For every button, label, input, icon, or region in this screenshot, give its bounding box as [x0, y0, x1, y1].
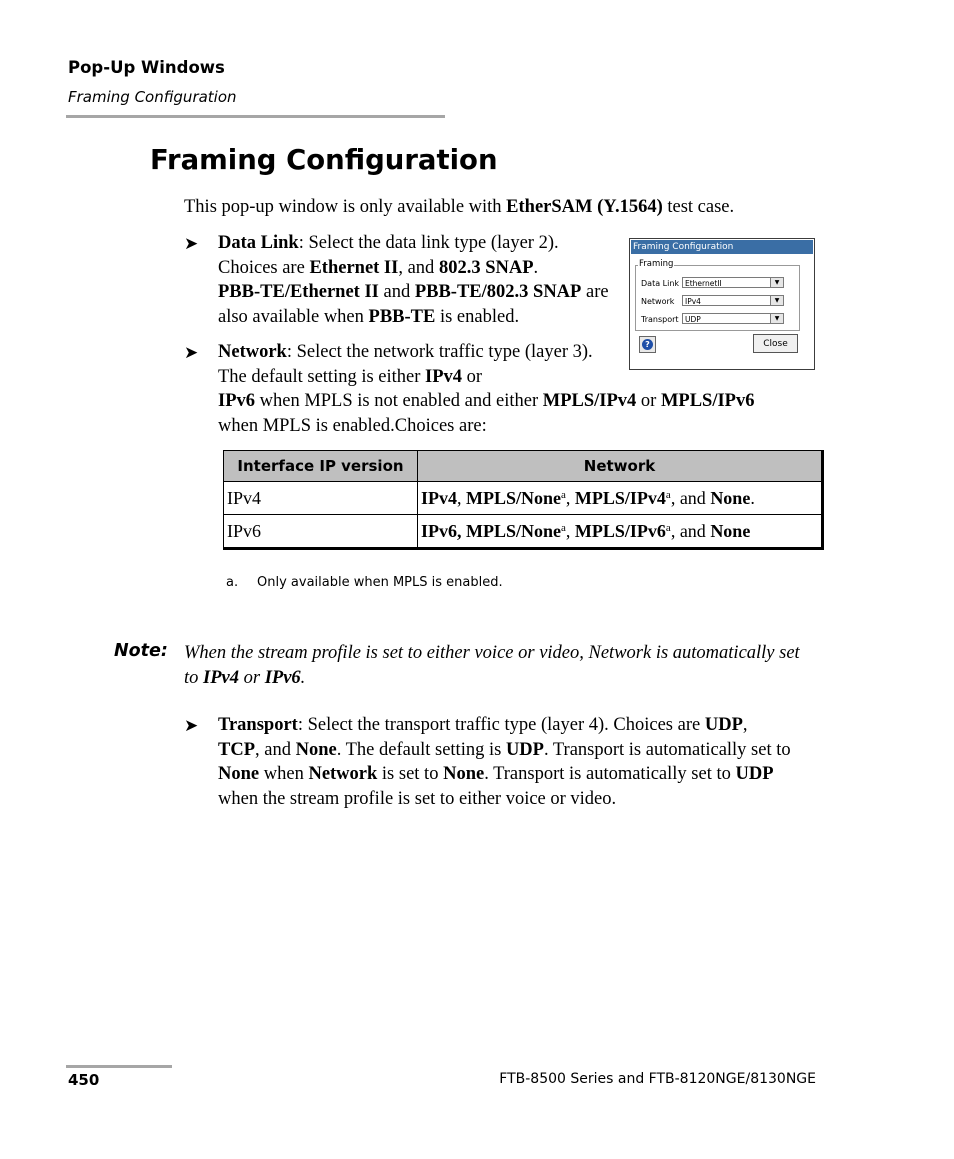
term: PBB-TE: [368, 306, 436, 327]
term: TCP: [218, 739, 255, 760]
term: 802.3 SNAP: [438, 257, 534, 278]
chevron-down-icon[interactable]: ▼: [770, 278, 783, 287]
framing-configuration-dialog: [629, 238, 815, 370]
table-row: [224, 515, 823, 549]
data-link-value: EthernetII: [685, 279, 722, 288]
text: When the stream profile is set to either voice or video, Network is automatically set to: [184, 643, 800, 688]
column-header: Network: [418, 451, 823, 482]
term: MPLS/None: [466, 487, 562, 508]
term: IPv6: [218, 391, 255, 411]
data-link-select[interactable]: [682, 277, 784, 288]
text: , and: [255, 739, 296, 760]
text: . Transport is automatically set to: [543, 739, 791, 760]
bullet-arrow-icon: ➤: [184, 343, 199, 362]
help-button[interactable]: [639, 336, 656, 353]
intro-test-case: EtherSAM (Y.1564): [506, 197, 663, 217]
text: is set to: [377, 764, 444, 784]
network-value: IPv4: [685, 297, 701, 306]
network-term: Network: [218, 342, 287, 362]
header-rule: [66, 115, 445, 118]
text: and: [378, 282, 415, 302]
transport-select[interactable]: [682, 313, 784, 324]
footnote-text: Only available when MPLS is enabled.: [257, 575, 503, 590]
intro-text: This pop-up window is only available with: [184, 197, 507, 217]
term: None: [710, 520, 751, 541]
table-cell: IPv4: [224, 482, 418, 515]
term: MPLS/IPv6: [574, 520, 666, 541]
table-cell: [418, 482, 823, 515]
term: None: [710, 487, 751, 508]
note-text: [184, 641, 804, 690]
text: or: [462, 366, 483, 387]
text: : Select the network traffic type (layer 3). The default setting is either: [218, 342, 593, 387]
term: Ethernet II: [309, 257, 399, 278]
term: IPv4: [203, 667, 239, 688]
transport-term: Transport: [218, 715, 298, 735]
data-link-label: Data Link: [641, 279, 680, 288]
dialog-title-bar: Framing Configuration: [631, 240, 813, 254]
term: IPv4: [421, 487, 457, 508]
network-choices-table: [223, 450, 824, 550]
page-number: 450: [68, 1071, 100, 1089]
term: Network: [308, 764, 378, 784]
footnote-ref: a: [561, 488, 566, 501]
table-header-row: [224, 451, 823, 482]
intro-paragraph: [184, 195, 734, 220]
text: ,: [742, 715, 748, 735]
text: when MPLS is enabled.Choices are:: [218, 415, 487, 436]
footnote-ref: a: [665, 488, 671, 501]
transport-value: UDP: [685, 315, 701, 324]
footnote-ref: a: [561, 521, 566, 534]
term: None: [295, 739, 337, 760]
text: , and: [670, 520, 711, 541]
network-label: Network: [641, 297, 675, 306]
term: IPv6: [264, 667, 301, 688]
text: : Select the transport traffic type (layer 4). Choices are: [297, 715, 705, 735]
text: or: [238, 667, 265, 688]
column-header: Interface IP version: [224, 451, 418, 482]
text: .: [300, 667, 306, 688]
text: .: [750, 487, 755, 508]
chevron-down-icon[interactable]: ▼: [770, 314, 783, 323]
text: when MPLS is not enabled and either: [255, 391, 543, 411]
term: MPLS/None: [466, 520, 562, 541]
footer-product: FTB-8500 Series and FTB-8120NGE/8130NGE: [499, 1071, 816, 1087]
term: IPv6,: [421, 520, 466, 541]
text: .: [533, 257, 539, 278]
term: PBB-TE/Ethernet II: [218, 282, 379, 302]
term: MPLS/IPv6: [660, 391, 755, 411]
term: None: [218, 764, 260, 784]
header-subsection: Framing Configuration: [68, 88, 237, 106]
term: UDP: [704, 715, 743, 735]
bullet-arrow-icon: ➤: [184, 716, 199, 735]
term: UDP: [735, 764, 774, 784]
framing-group-label: Framing: [639, 259, 674, 269]
data-link-paragraph: [218, 231, 618, 329]
term: PBB-TE/802.3 SNAP: [414, 282, 582, 302]
close-button[interactable]: Close: [753, 334, 798, 353]
text: when the stream profile is set to either voice or video.: [218, 788, 617, 809]
network-paragraph: [218, 340, 618, 389]
text: ,: [565, 520, 575, 541]
page-title: Framing Configuration: [150, 144, 498, 176]
term: MPLS/IPv4: [542, 391, 637, 411]
help-icon: ?: [642, 339, 653, 350]
text: , and: [670, 487, 711, 508]
text: , and: [398, 257, 439, 278]
header-section-title: Pop-Up Windows: [68, 58, 225, 77]
table-footnote: [226, 575, 503, 590]
note-label: Note:: [114, 641, 168, 661]
term: MPLS/IPv4: [574, 487, 666, 508]
term: IPv4: [425, 366, 463, 387]
network-select[interactable]: [682, 295, 784, 306]
footnote-ref: a: [665, 521, 671, 534]
network-paragraph-cont: [218, 389, 838, 438]
term: None: [443, 764, 485, 784]
transport-paragraph: [218, 713, 818, 811]
text: : Select the data link type (layer 2). Choices are: [218, 233, 559, 278]
term: UDP: [505, 739, 544, 760]
text: ,: [565, 487, 575, 508]
text: . The default setting is: [336, 739, 506, 760]
footer-rule: [66, 1065, 172, 1068]
text: are also available when: [218, 282, 609, 327]
footnote-marker: a.: [226, 575, 239, 590]
intro-text-end: test case.: [662, 197, 735, 217]
chevron-down-icon[interactable]: ▼: [770, 296, 783, 305]
bullet-arrow-icon: ➤: [184, 234, 199, 253]
text: when: [259, 764, 309, 784]
text: is enabled.: [435, 306, 520, 327]
text: . Transport is automatically set to: [484, 764, 736, 784]
text: ,: [457, 487, 466, 508]
table-cell: [418, 515, 823, 549]
table-cell: IPv6: [224, 515, 418, 549]
data-link-term: Data Link: [218, 233, 299, 253]
transport-label: Transport: [641, 315, 679, 324]
text: or: [636, 391, 661, 411]
table-row: [224, 482, 823, 515]
